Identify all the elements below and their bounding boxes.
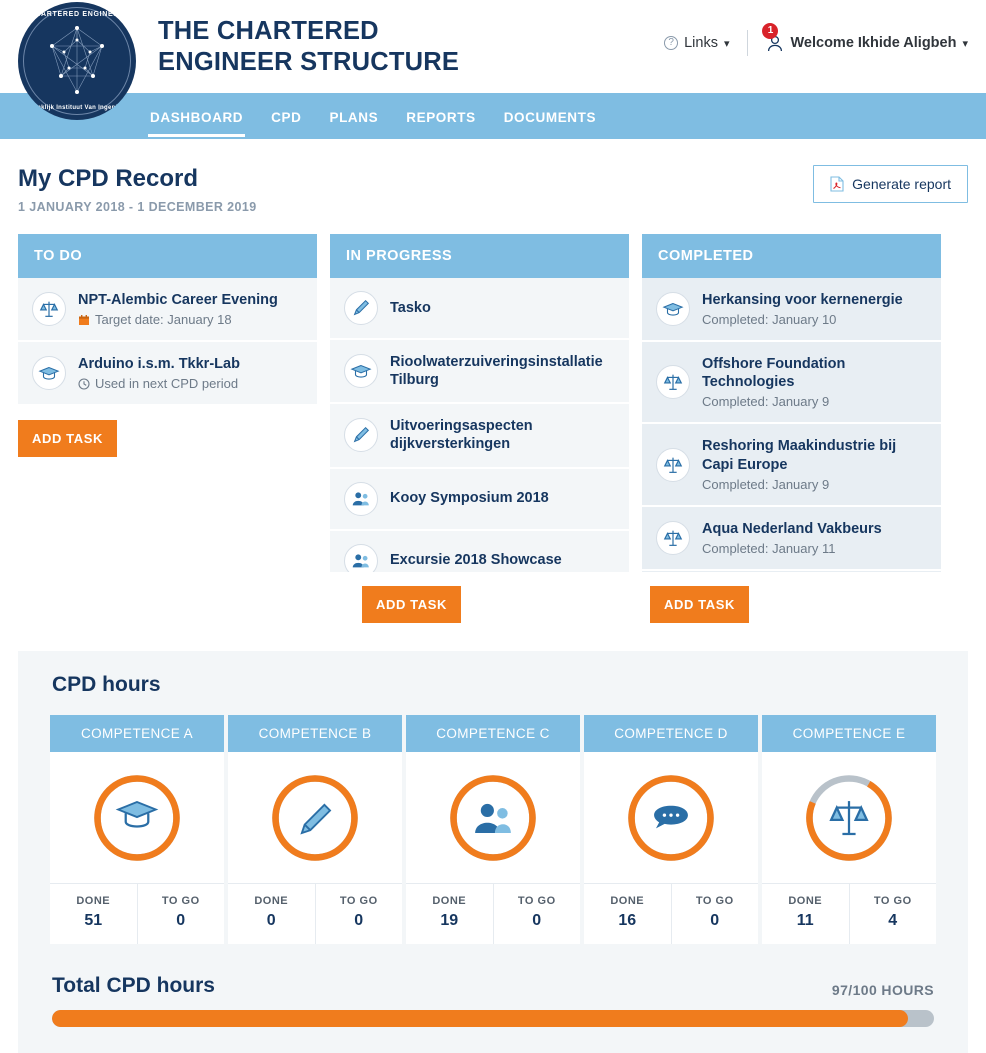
calendar-glyph: [78, 314, 90, 326]
task-meta-label: Used in next CPD period: [95, 376, 239, 392]
logo-top-text: CHARTERED ENGINEER: [29, 11, 125, 18]
task-meta: [702, 541, 882, 556]
user-icon: [766, 25, 784, 52]
task-card-text: [78, 291, 278, 327]
task-card-text: [390, 417, 615, 453]
people-icon: [344, 482, 378, 516]
graduation-cap-icon: [344, 354, 378, 388]
people-icon: [475, 803, 511, 832]
competence-donut-e: [762, 752, 936, 883]
stat-done-value: 0: [266, 912, 276, 929]
task-card-text: [390, 299, 431, 317]
page-title-row: [18, 139, 968, 214]
task-title: Rioolwaterzuiveringsinstallatie Tilburg: [390, 354, 603, 389]
nav-item-reports[interactable]: REPORTS: [406, 109, 476, 125]
competence-donut-d: [584, 752, 758, 883]
competence-header-b: COMPETENCE B: [228, 715, 402, 752]
nav-item-dashboard[interactable]: DASHBOARD: [148, 96, 245, 137]
task-meta-label: Completed: January 9: [702, 394, 830, 410]
stat-done-value: 11: [796, 912, 814, 929]
task-title: NPT-Alembic Career Evening: [78, 292, 278, 308]
page-header: [0, 0, 986, 111]
pdf-icon: [830, 176, 844, 192]
stat-done-a: [50, 884, 137, 944]
task-card-text: [390, 489, 549, 507]
competence-header-e: COMPETENCE E: [762, 715, 936, 752]
column-title-todo: TO DO: [18, 234, 317, 278]
nav-item-documents[interactable]: DOCUMENTS: [503, 109, 597, 125]
competence-stats-b: [228, 883, 402, 944]
kanban-column-todo: [18, 234, 317, 457]
task-title: Offshore Foundation Technologies: [702, 356, 846, 391]
task-card[interactable]: [642, 507, 941, 571]
stat-done-label: DONE: [254, 895, 289, 907]
task-title: Kooy Symposium 2018: [390, 490, 549, 507]
stat-togo-value: 4: [888, 912, 898, 929]
stat-done-e: [762, 884, 849, 944]
generate-report-button[interactable]: [813, 165, 968, 203]
column-body-inprogress[interactable]: [330, 278, 629, 572]
graduation-cap-icon: [32, 356, 66, 390]
stat-done-label: DONE: [610, 895, 645, 907]
competence-donut-b: [228, 752, 402, 883]
logo-circle: [18, 2, 136, 120]
donut-chart-b: [268, 771, 362, 865]
competence-row: [50, 715, 936, 944]
main-nav: [0, 93, 986, 139]
pencil-glyph: [350, 424, 372, 446]
stat-togo-value: 0: [176, 912, 186, 929]
stat-togo-d: [671, 884, 759, 944]
cpd-hours-panel: [18, 651, 968, 1053]
stat-togo-b: [315, 884, 403, 944]
stat-togo-c: [493, 884, 581, 944]
task-card-text: [702, 437, 927, 491]
competence-header-d: COMPETENCE D: [584, 715, 758, 752]
task-title: Reshoring Maakindustrie bij Capi Europe: [702, 438, 897, 473]
clock-icon: [78, 378, 90, 390]
logo-inner-ring: [23, 7, 131, 115]
kanban-column-inprogress: [330, 234, 629, 623]
scales-glyph: [662, 371, 684, 393]
column-body-completed[interactable]: [642, 278, 941, 572]
speech-bubble-icon: [654, 805, 688, 828]
task-card[interactable]: [18, 342, 317, 406]
graduation-cap-glyph: [38, 362, 60, 384]
donut-chart-e: [802, 771, 896, 865]
donut-chart-a: [90, 771, 184, 865]
scales-icon: [656, 521, 690, 555]
competence-donut-c: [406, 752, 580, 883]
question-mark-icon: ?: [664, 36, 678, 50]
stat-togo-label: TO GO: [517, 895, 556, 907]
pencil-glyph: [350, 297, 372, 319]
graduation-cap-glyph: [662, 298, 684, 320]
stat-done-value: 51: [84, 912, 103, 929]
task-card[interactable]: [642, 424, 941, 506]
nav-item-plans[interactable]: PLANS: [329, 109, 379, 125]
header-divider: [747, 30, 748, 56]
total-cpd-count: 97/100 HOURS: [831, 982, 934, 998]
scales-icon: [656, 448, 690, 482]
stat-togo-value: 0: [354, 912, 364, 929]
page-subtitle: 1 JANUARY 2018 - 1 DECEMBER 2019: [18, 200, 257, 214]
competence-stats-e: [762, 883, 936, 944]
column-body-todo: [18, 278, 317, 406]
add-task-button-inprogress[interactable]: ADD TASK: [362, 586, 461, 623]
people-glyph: [350, 488, 372, 510]
graduation-cap-icon: [656, 292, 690, 326]
add-task-button-todo[interactable]: ADD TASK: [18, 420, 117, 457]
chevron-down-icon: ▾: [723, 37, 730, 50]
competence-card-a: [50, 715, 224, 944]
competence-card-d: [584, 715, 758, 944]
task-title: Aqua Nederland Vakbeurs: [702, 520, 882, 537]
kanban-board: [18, 234, 968, 623]
people-icon: [344, 544, 378, 573]
brand-line-2: ENGINEER STRUCTURE: [158, 47, 460, 76]
scales-glyph: [662, 454, 684, 476]
links-label: Links: [684, 35, 718, 51]
stat-togo-label: TO GO: [873, 895, 912, 907]
clock-glyph: [78, 378, 90, 390]
generate-report-label: Generate report: [852, 176, 951, 192]
column-title-completed: COMPLETED: [642, 234, 941, 278]
stat-togo-e: [849, 884, 937, 944]
calendar-icon: [78, 314, 90, 326]
brand-line-1: THE CHARTERED: [158, 17, 379, 46]
graduation-cap-icon: [118, 802, 156, 826]
task-card[interactable]: [642, 278, 941, 342]
stat-done-value: 19: [440, 912, 459, 929]
stat-togo-value: 0: [710, 912, 720, 929]
competence-header-c: COMPETENCE C: [406, 715, 580, 752]
graduation-cap-glyph: [350, 360, 372, 382]
task-meta: [702, 312, 903, 327]
stat-done-d: [584, 884, 671, 944]
competence-stats-d: [584, 883, 758, 944]
stat-togo-label: TO GO: [339, 895, 378, 907]
stat-done-label: DONE: [788, 895, 823, 907]
donut-chart-c: [446, 771, 540, 865]
stat-done-c: [406, 884, 493, 944]
pencil-icon: [344, 418, 378, 452]
task-title: Arduino i.s.m. Tkkr-Lab: [78, 356, 240, 373]
pencil-icon: [302, 804, 330, 832]
task-title: Excursie 2018 Showcase: [390, 552, 562, 569]
cpd-hours-title: CPD hours: [52, 673, 161, 696]
notification-badge[interactable]: 1: [762, 23, 778, 39]
competence-stats-c: [406, 883, 580, 944]
total-cpd-progress-track: [52, 1010, 934, 1027]
competence-card-c: [406, 715, 580, 944]
task-card-text: [702, 520, 882, 556]
page-title: My CPD Record: [18, 165, 199, 192]
add-task-row-completed: [650, 572, 941, 623]
stat-done-label: DONE: [76, 895, 111, 907]
page-content: [0, 139, 986, 623]
competence-card-b: [228, 715, 402, 944]
task-card-text: [702, 355, 927, 409]
stat-togo-label: TO GO: [695, 895, 734, 907]
total-cpd-title: Total CPD hours: [52, 974, 215, 997]
page-heading-block: [18, 165, 257, 214]
task-title: Herkansing voor kernenergie: [702, 292, 903, 308]
task-card[interactable]: [330, 340, 629, 404]
stat-togo-label: TO GO: [161, 895, 200, 907]
add-task-button-completed[interactable]: ADD TASK: [650, 586, 749, 623]
scales-icon: [831, 801, 867, 834]
welcome-label: Welcome Ikhide Aligbeh: [790, 35, 957, 51]
competence-card-e: [762, 715, 936, 944]
task-card[interactable]: [642, 342, 941, 424]
brand-title: [158, 16, 459, 76]
task-meta-label: Completed: January 11: [702, 540, 836, 556]
task-title: Uitvoeringsaspecten dijkversterkingen: [390, 418, 533, 453]
task-meta: [78, 376, 240, 391]
scales-glyph: [38, 298, 60, 320]
stat-togo-value: 0: [532, 912, 542, 929]
task-title: Tasko: [390, 299, 431, 316]
task-card[interactable]: [330, 469, 629, 531]
competence-header-a: COMPETENCE A: [50, 715, 224, 752]
competence-donut-a: [50, 752, 224, 883]
pencil-icon: [344, 291, 378, 325]
task-meta-label: Target date: January 18: [95, 312, 232, 328]
total-cpd-row: [52, 974, 934, 998]
user-menu[interactable]: [766, 25, 968, 52]
add-task-row-inprogress: [362, 572, 629, 623]
logo: [18, 2, 136, 120]
scales-icon: [32, 292, 66, 326]
task-meta-label: Completed: January 9: [702, 476, 830, 492]
stat-done-b: [228, 884, 315, 944]
task-card-text: [390, 353, 615, 389]
task-meta: [702, 394, 927, 409]
donut-chart-d: [624, 771, 718, 865]
stat-done-value: 16: [618, 912, 637, 929]
column-title-inprogress: IN PROGRESS: [330, 234, 629, 278]
scales-glyph: [662, 527, 684, 549]
task-meta-label: Completed: January 10: [702, 312, 837, 328]
task-card[interactable]: [330, 404, 629, 468]
links-menu[interactable]: [664, 35, 729, 51]
task-card-text: [390, 551, 562, 569]
chevron-down-icon: ▾: [962, 37, 968, 50]
pdf-glyph: [830, 176, 844, 192]
task-card[interactable]: [18, 278, 317, 342]
logo-bottom-text: Koninklijk Instituut Van Ingenieurs: [22, 105, 132, 111]
task-card[interactable]: [330, 278, 629, 340]
task-card-text: [702, 291, 903, 327]
competence-stats-a: [50, 883, 224, 944]
total-cpd-progress-fill: [52, 1010, 908, 1027]
task-meta: [78, 312, 278, 327]
nav-item-cpd[interactable]: CPD: [271, 109, 302, 125]
add-task-row-todo: [18, 406, 317, 457]
scales-icon: [656, 365, 690, 399]
kanban-column-completed: [642, 234, 941, 623]
stat-togo-a: [137, 884, 225, 944]
header-right: [664, 25, 968, 56]
task-card-text: [78, 355, 240, 391]
people-glyph: [350, 550, 372, 572]
stat-done-label: DONE: [432, 895, 467, 907]
task-meta: [702, 477, 927, 492]
task-card[interactable]: [330, 531, 629, 573]
